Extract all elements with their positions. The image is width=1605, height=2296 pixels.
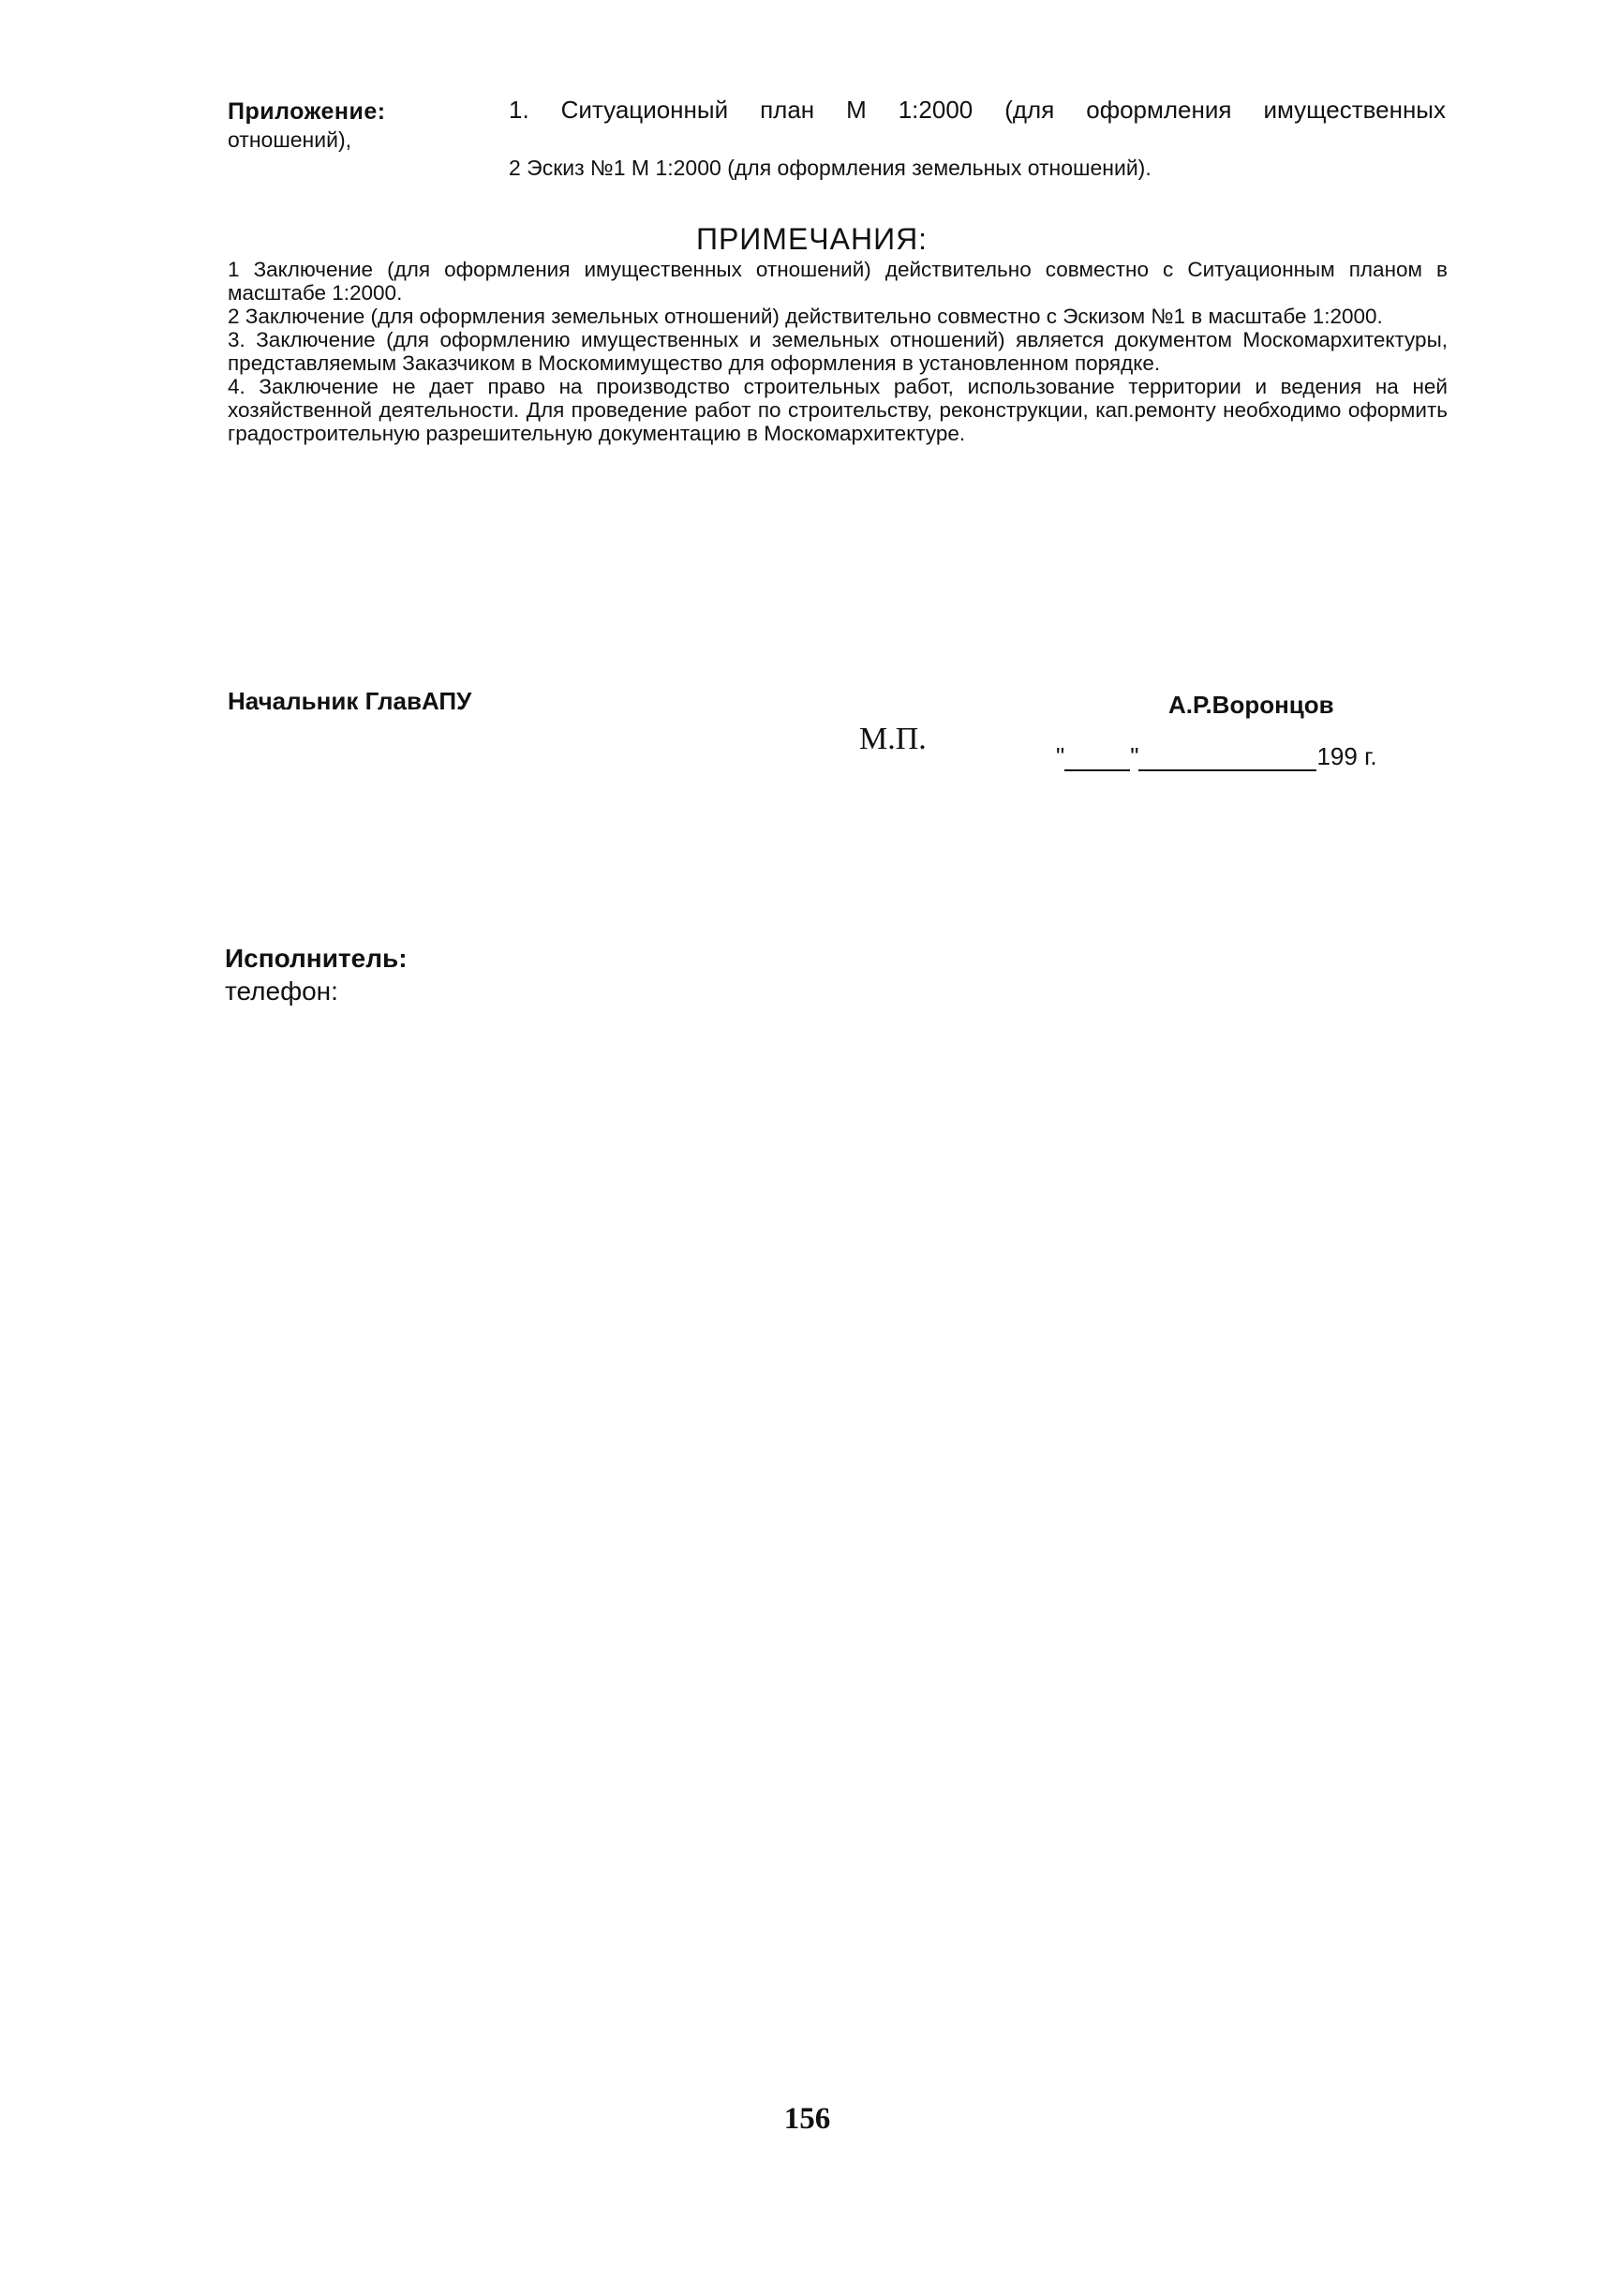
signatory-position: Начальник ГлавАПУ (228, 687, 472, 715)
date-close-quote: " (1130, 742, 1139, 770)
phone-label: телефон: (225, 977, 338, 1006)
attachment-item-1: 1. Ситуационный план М 1:2000 (для оформления имущественных (509, 96, 1446, 124)
attachment-item-2: 2 Эскиз №1 М 1:2000 (для оформления земельных отношений). (509, 156, 1152, 180)
day-blank (1064, 749, 1130, 771)
note-item-1: 1 Заключение (для оформления имущественных отношений) действительно совместно с Ситуационным планом в масштабе 1:2000. (228, 258, 1448, 305)
date-open-quote: " (1056, 742, 1065, 770)
attachment-item-1-continuation: отношений), (228, 127, 352, 152)
note-item-2: 2 Заключение (для оформления земельных отношений) действительно совместно с Эскизом №1 в масштабе 1:2000. (228, 305, 1383, 328)
month-blank (1138, 749, 1316, 771)
page-number: 156 (783, 2102, 831, 2136)
date-year: 199 г. (1316, 742, 1377, 770)
notes-list (228, 258, 1448, 445)
attachments-label: Приложение: (228, 98, 386, 125)
note-item-3: 3. Заключение (для оформлению имущественных и земельных отношений) является документом Москомархитектуры, представляемым Заказчиком в Москомимущество для оформления в установленном порядке. (228, 328, 1448, 375)
date-line (1056, 742, 1377, 771)
signatory-name: А.Р.Воронцов (1168, 691, 1334, 719)
stamp-place-label: М.П. (859, 722, 927, 756)
note-item-4: 4. Заключение не дает право на производство строительных работ, использование территории и ведения на ней хозяйственной деятельности. Для проведение работ по строительству, реконструкции, кап.ремонту необходимо оформить градостроительную разрешительную документацию в Москомархитектуре. (228, 375, 1448, 445)
notes-title: ПРИМЕЧАНИЯ: (695, 222, 929, 256)
executor-label: Исполнитель: (225, 944, 408, 973)
